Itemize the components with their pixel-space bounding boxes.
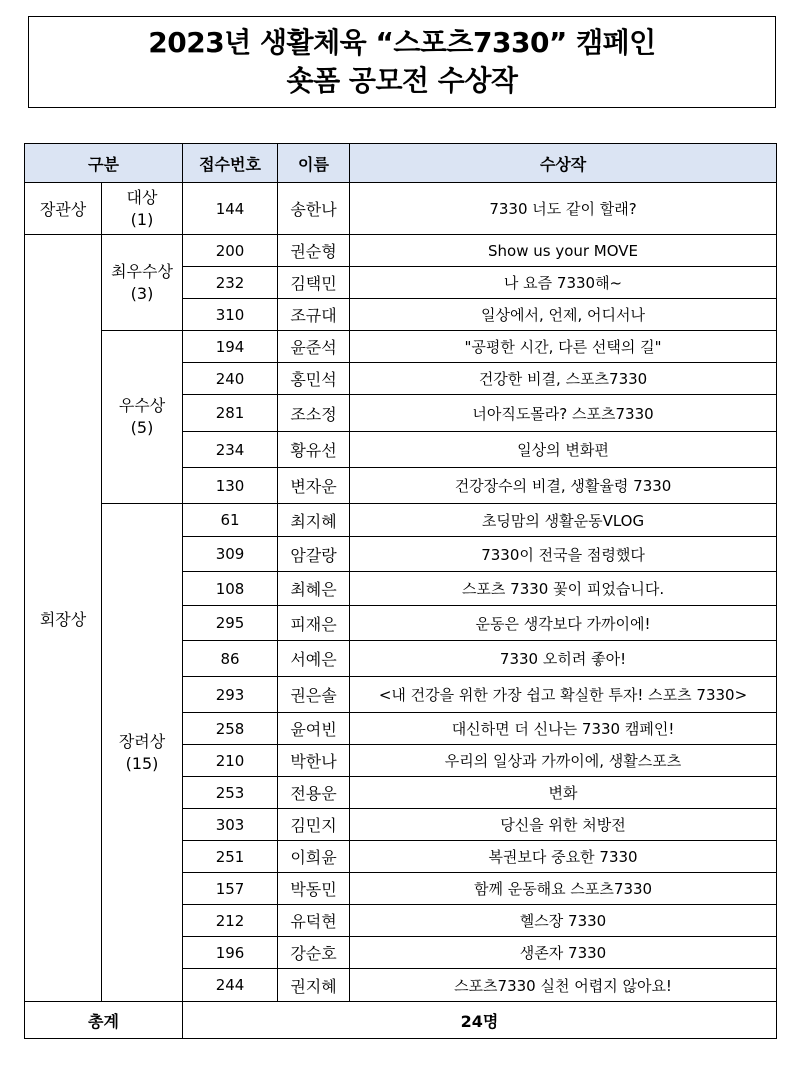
entry-work: 함께 운동해요 스포츠7330 [350,873,777,905]
entry-number: 293 [183,677,278,713]
entry-name: 황유선 [278,432,350,468]
entry-number: 244 [183,969,278,1002]
entry-name: 권은솔 [278,677,350,713]
total-label: 총계 [25,1002,183,1039]
entry-name: 변자운 [278,468,350,504]
entry-name: 윤준석 [278,331,350,363]
entry-number: 194 [183,331,278,363]
entry-number: 281 [183,395,278,432]
total-row [25,1002,777,1039]
entry-number: 108 [183,572,278,606]
entry-name: 박동민 [278,873,350,905]
table-row [25,235,777,267]
entry-name: 피재은 [278,606,350,641]
entry-work: Show us your MOVE [350,235,777,267]
entry-work: 일상에서, 언제, 어디서나 [350,299,777,331]
entry-number: 212 [183,905,278,937]
entry-name: 송한나 [278,183,350,235]
entry-number: 253 [183,777,278,809]
entry-number: 86 [183,641,278,677]
entry-name: 권지혜 [278,969,350,1002]
entry-work: 운동은 생각보다 가까이에! [350,606,777,641]
entry-work: 7330 너도 같이 할래? [350,183,777,235]
entry-number: 144 [183,183,278,235]
header-name: 이름 [278,144,350,183]
table-row [25,504,777,537]
subgroup-excellent: 우수상 (5) [102,331,183,504]
header-category: 구분 [25,144,183,183]
entry-work: 대신하면 더 신나는 7330 캠페인! [350,713,777,745]
entry-number: 258 [183,713,278,745]
entry-name: 서예은 [278,641,350,677]
entry-work: 헬스장 7330 [350,905,777,937]
entry-number: 309 [183,537,278,572]
entry-work: 초딩맘의 생활운동VLOG [350,504,777,537]
entry-number: 240 [183,363,278,395]
entry-work: 복권보다 중요한 7330 [350,841,777,873]
title-line-2: 숏폼 공모전 수상작 [286,64,518,97]
group-minister: 장관상 [25,183,102,235]
entry-number: 232 [183,267,278,299]
entry-work: "공평한 시간, 다른 선택의 길" [350,331,777,363]
header-work: 수상작 [350,144,777,183]
entry-name: 유덕현 [278,905,350,937]
entry-name: 암갈랑 [278,537,350,572]
entry-name: 박한나 [278,745,350,777]
entry-work: 변화 [350,777,777,809]
entry-name: 강순호 [278,937,350,969]
entry-work: 스포츠7330 실천 어렵지 않아요! [350,969,777,1002]
entry-work: 나 요즘 7330해~ [350,267,777,299]
subgroup-grand: 대상 (1) [102,183,183,235]
header-number: 접수번호 [183,144,278,183]
entry-number: 303 [183,809,278,841]
entry-work: <내 건강을 위한 가장 쉽고 확실한 투자! 스포츠 7330> [350,677,777,713]
entry-work: 일상의 변화편 [350,432,777,468]
header-row [25,144,777,183]
entry-number: 130 [183,468,278,504]
title-box [28,16,776,108]
entry-name: 홍민석 [278,363,350,395]
entry-name: 김민지 [278,809,350,841]
entry-number: 157 [183,873,278,905]
entry-work: 우리의 일상과 가까이에, 생활스포츠 [350,745,777,777]
group-chairman: 회장상 [25,235,102,1002]
entry-number: 61 [183,504,278,537]
entry-name: 이희윤 [278,841,350,873]
entry-work: 스포츠 7330 꽃이 피었습니다. [350,572,777,606]
entry-name: 최지혜 [278,504,350,537]
entry-work: 건강한 비결, 스포츠7330 [350,363,777,395]
subgroup-best: 최우수상 (3) [102,235,183,331]
total-value: 24명 [183,1002,777,1039]
entry-name: 최혜은 [278,572,350,606]
entry-work: 당신을 위한 처방전 [350,809,777,841]
entry-number: 234 [183,432,278,468]
entry-number: 210 [183,745,278,777]
entry-number: 200 [183,235,278,267]
title-line-1: 2023년 생활체육 “스포츠7330” 캠페인 [148,26,656,59]
entry-work: 생존자 7330 [350,937,777,969]
entry-name: 조소정 [278,395,350,432]
entry-work: 너아직도몰라? 스포츠7330 [350,395,777,432]
entry-name: 권순형 [278,235,350,267]
entry-number: 196 [183,937,278,969]
entry-number: 310 [183,299,278,331]
entry-name: 전용운 [278,777,350,809]
entry-number: 295 [183,606,278,641]
table-row [25,183,777,235]
subgroup-encouragement: 장려상 (15) [102,504,183,1002]
entry-work: 건강장수의 비결, 생활율령 7330 [350,468,777,504]
entry-name: 김택민 [278,267,350,299]
entry-name: 조규대 [278,299,350,331]
entry-number: 251 [183,841,278,873]
table-row [25,331,777,363]
entry-name: 윤여빈 [278,713,350,745]
entry-work: 7330 오히려 좋아! [350,641,777,677]
entry-work: 7330이 전국을 점령했다 [350,537,777,572]
awards-table [24,143,777,1039]
